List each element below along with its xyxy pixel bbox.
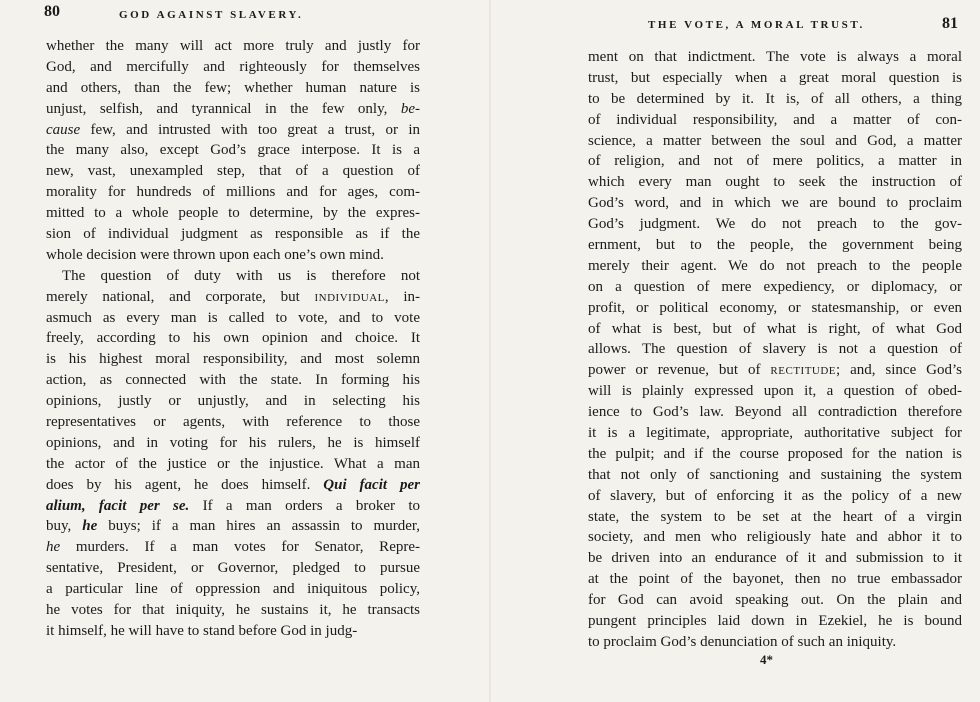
text-line: [46, 78, 420, 99]
styled-text: Qui facit per: [323, 476, 420, 493]
text-run: , in-: [384, 288, 421, 305]
text-run: allows. The question of slavery is not a question of: [588, 341, 962, 358]
text-line: [588, 319, 962, 340]
text-run: buys; if a man hires an assassin to murder,: [97, 518, 420, 535]
text-run: whole decision were thrown upon each one’s own mind.: [46, 246, 384, 263]
text-run: of religion, and not of mere politics, a matter in: [588, 153, 962, 170]
text-line: [588, 590, 962, 611]
text-run: he votes for that iniquity, he sustains it, he transacts: [46, 602, 420, 619]
text-line: [46, 36, 420, 57]
left-page-number: 80: [44, 3, 60, 20]
text-line: [588, 47, 962, 68]
text-run: pungent principles laid down in Ezekiel, he is bound: [588, 613, 962, 630]
text-run: to proclaim God’s denunciation of such an iniquity.: [588, 633, 897, 650]
text-line: [46, 454, 420, 475]
text-run: freely, according to his own opinion and choice. It: [46, 330, 420, 347]
text-run: society, and men who religiously hate and abhor it to: [588, 529, 962, 546]
text-run: opinions, and in voting for his rulers, he is himself: [46, 434, 420, 451]
text-run: the pulpit; and if the course proposed for the nation is: [588, 445, 962, 462]
styled-text: cause: [46, 121, 81, 138]
text-run: will is plainly expressed upon it, a question of obed-: [588, 383, 962, 400]
text-line: [588, 151, 962, 172]
left-running-head: GOD AGAINST SLAVERY.: [119, 9, 304, 21]
styled-text: he: [82, 518, 98, 535]
text-run: asmuch as every man is called to vote, and to vote: [46, 309, 420, 326]
text-line: [588, 172, 962, 193]
text-run: a particular line of oppression and iniquitous policy,: [46, 581, 420, 598]
text-line: [46, 370, 420, 391]
text-line: [46, 203, 420, 224]
text-run: to be determined by it. It is, of all others, a thing: [588, 90, 962, 107]
text-run: it is a legitimate, appropriate, authoritative subject for: [588, 425, 962, 442]
text-line: [588, 89, 962, 110]
text-run: God’s word, and in which we are bound to proclaim: [588, 195, 962, 212]
text-line: [588, 548, 962, 569]
text-line: [588, 298, 962, 319]
text-run: merely national, and corporate, but: [46, 288, 315, 305]
text-run: opinions, justly or unjustly, and in selecting his: [46, 393, 420, 410]
text-line: [588, 110, 962, 131]
text-run: ment on that indictment. The vote is always a moral: [588, 49, 962, 65]
text-line: [588, 68, 962, 89]
left-body-text: [46, 36, 420, 642]
text-line: [46, 391, 420, 412]
styled-text: alium, facit per se.: [46, 497, 190, 514]
text-run: sion of individual judgment as responsible as if the: [46, 226, 420, 243]
styled-text: be-: [400, 100, 420, 117]
text-run: of individual responsibility, and a matter of con-: [588, 111, 962, 128]
text-run: the actor of the justice or the injustice. What a man: [46, 455, 420, 472]
text-run: profit, or political economy, or statesmanship, or even: [588, 299, 962, 316]
text-line: [46, 161, 420, 182]
text-run: state, the system to be set at the heart of a virgin: [588, 508, 962, 525]
right-running-head: THE VOTE, A MORAL TRUST.: [648, 19, 865, 31]
right-body-text: [588, 47, 962, 653]
text-line: [46, 57, 420, 78]
text-line: [588, 611, 962, 632]
text-line: [46, 621, 420, 642]
text-line: [46, 266, 420, 287]
text-run: sentative, President, or Governor, pledged to pursue: [46, 560, 420, 577]
text-line: [46, 99, 420, 120]
text-line: [46, 182, 420, 203]
text-line: [588, 527, 962, 548]
text-line: [46, 579, 420, 600]
right-page-number: 81: [942, 15, 958, 32]
text-run: morality for hundreds of millions and for ages, com-: [46, 184, 420, 201]
right-page: [490, 0, 980, 702]
signature-mark: 4*: [760, 652, 773, 667]
text-line: [588, 465, 962, 486]
text-run: of what is best, but of what is right, of what God: [588, 320, 962, 337]
text-line: [588, 507, 962, 528]
text-line: [588, 360, 962, 381]
text-run: If a man orders a broker to: [189, 497, 420, 514]
text-run: murders. If a man votes for Senator, Repre-: [60, 539, 420, 556]
text-run: new, vast, unexampled step, that of a question of: [46, 163, 420, 180]
text-run: does by his agent, he does himself.: [46, 476, 324, 493]
text-line: [46, 287, 420, 308]
text-run: unjust, selfish, and tyrannical in the few only,: [46, 100, 401, 117]
text-line: [588, 632, 962, 653]
text-line: [588, 339, 962, 360]
text-line: [46, 600, 420, 621]
text-line: [46, 120, 420, 141]
text-run: ernment, but to the people, the government being: [588, 237, 962, 254]
text-line: [588, 381, 962, 402]
styled-text: he: [46, 539, 61, 556]
text-run: is his highest moral responsibility, and most solemn: [46, 351, 420, 368]
text-line: [46, 308, 420, 329]
text-line: [46, 140, 420, 161]
text-line: [46, 558, 420, 579]
text-run: of slavery, but of enforcing it as the policy of a new: [588, 487, 962, 504]
text-line: [588, 486, 962, 507]
text-run: for God can avoid speaking out. On the plain and: [588, 592, 962, 609]
text-run: be driven into an endurance of it and submission to it: [588, 550, 962, 567]
text-run: that not only of sanctioning and sustaining the system: [588, 466, 962, 483]
text-line: [46, 433, 420, 454]
text-run: trust, but especially when a great moral question is: [588, 69, 962, 86]
text-run: whether the many will act more truly and justly for: [46, 38, 420, 54]
text-run: on a question of mere expediency, or diplomacy, or: [588, 278, 962, 295]
text-run: The question of duty with us is therefore not: [62, 267, 420, 284]
text-line: [588, 444, 962, 465]
text-line: [46, 516, 420, 537]
text-line: [46, 328, 420, 349]
text-run: God, and mercifully and righteously for themselves: [46, 58, 420, 75]
text-run: at the point of the bayonet, then no true embassador: [588, 571, 962, 588]
text-line: [588, 256, 962, 277]
text-run: power or revenue, but of: [588, 362, 771, 379]
text-line: [46, 537, 420, 558]
text-run: mitted to a whole people to determine, by the expres-: [46, 205, 420, 222]
text-line: [46, 412, 420, 433]
text-line: [588, 402, 962, 423]
text-run: ience to God’s law. Beyond all contradiction therefore: [588, 404, 962, 421]
text-line: [588, 214, 962, 235]
text-run: buy,: [46, 518, 83, 535]
text-line: [588, 131, 962, 152]
text-run: and others, than the few; whether human nature is: [46, 79, 420, 96]
text-line: [588, 277, 962, 298]
text-run: action, as connected with the state. In forming his: [46, 372, 420, 389]
text-line: [46, 496, 420, 517]
text-line: [588, 569, 962, 590]
text-run: which every man ought to seek the instruction of: [588, 174, 962, 191]
text-line: [588, 423, 962, 444]
text-run: God’s judgment. We do not preach to the gov-: [588, 216, 962, 233]
styled-text: individual: [314, 288, 385, 305]
text-run: few, and intrusted with too great a trust, or in: [80, 121, 420, 138]
text-line: [46, 349, 420, 370]
text-line: [588, 193, 962, 214]
text-run: merely their agent. We do not preach to the people: [588, 257, 962, 274]
text-run: representatives or agents, with reference to those: [46, 414, 420, 431]
text-run: it himself, he will have to stand before God in judg-: [46, 622, 358, 639]
text-line: [46, 475, 420, 496]
text-run: ; and, since God’s: [836, 362, 962, 379]
text-line: [588, 235, 962, 256]
text-run: science, a matter between the soul and God, a matter: [588, 132, 962, 149]
text-line: [46, 245, 420, 266]
text-line: [46, 224, 420, 245]
text-run: the many also, except God’s grace interpose. It is a: [46, 142, 420, 159]
styled-text: rectitude: [770, 362, 837, 379]
